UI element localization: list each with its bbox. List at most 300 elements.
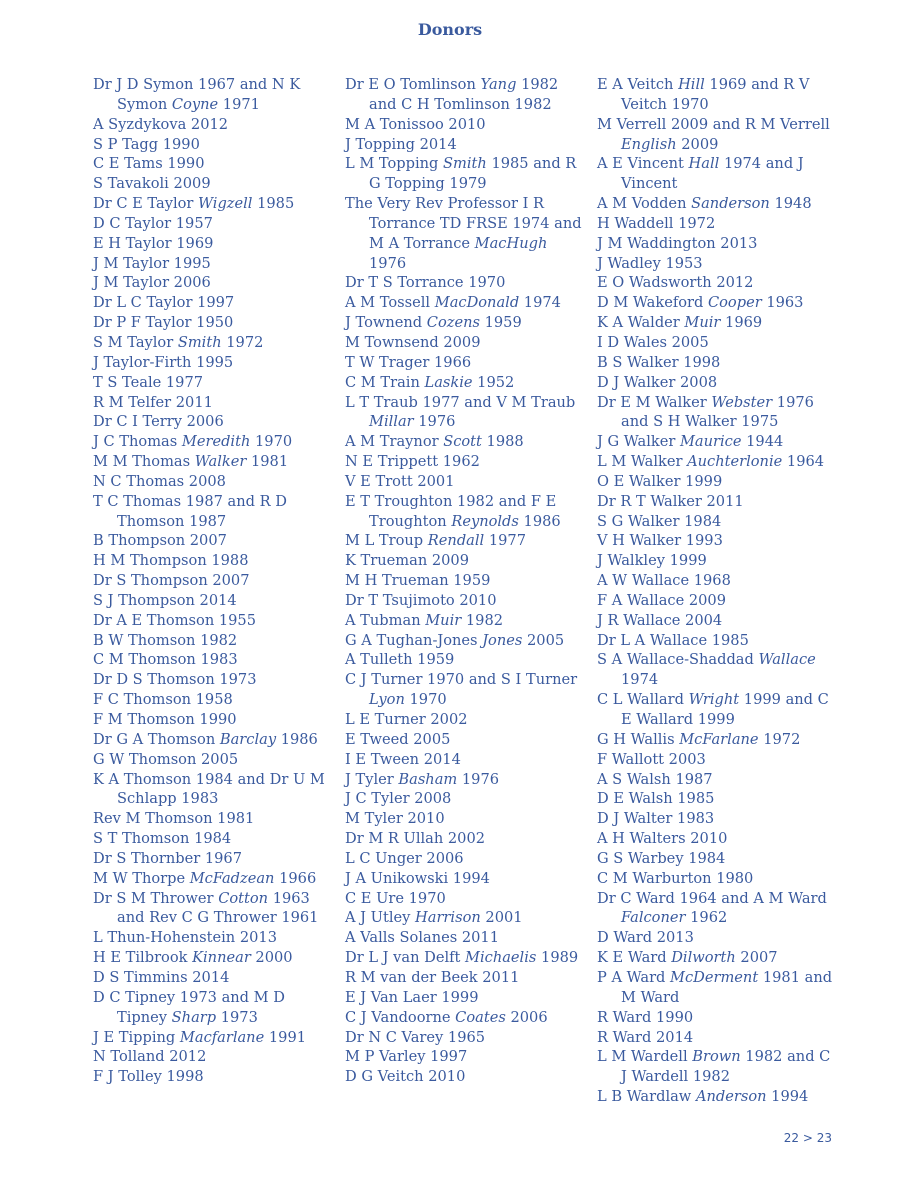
donor-text: A W Wallace 1968 [597, 572, 731, 590]
maiden-name: Macfarlane [179, 1028, 265, 1046]
maiden-name: Coates [455, 1008, 506, 1026]
donor-entry [93, 393, 333, 413]
donor-entry [345, 710, 585, 730]
donor-text: 1966 [274, 869, 317, 887]
donor-entry [597, 849, 837, 869]
donor-text: J M Taylor 2006 [93, 274, 211, 292]
donor-text: The Very Rev Professor I R Torrance TD FRSE 1974 and M A Torrance [345, 195, 582, 252]
donor-text: J M Taylor 1995 [93, 254, 211, 272]
donor-text: Dr P F Taylor 1950 [93, 314, 234, 332]
donor-entry [93, 948, 333, 968]
donor-entry [345, 115, 585, 135]
donor-entry [93, 412, 333, 432]
donor-text: F Wallott 2003 [597, 750, 706, 768]
donor-entry [93, 650, 333, 670]
donor-text: C M Warburton 1980 [597, 869, 754, 887]
donor-text: D M Wakeford [597, 294, 708, 312]
donor-text: A J Utley [345, 909, 416, 927]
donor-entry [597, 869, 837, 889]
donor-entry [597, 1008, 837, 1028]
maiden-name: Jones [482, 631, 523, 649]
donor-text: H M Thompson 1988 [93, 552, 249, 570]
donor-entry [345, 313, 585, 333]
donor-text: E Tweed 2005 [345, 730, 451, 748]
donor-text: 1982 [461, 611, 504, 629]
donor-text: I D Wales 2005 [597, 333, 709, 351]
donor-text: 1962 [685, 909, 728, 927]
donor-text: 1972 [758, 730, 801, 748]
donor-entry [345, 551, 585, 571]
donor-text: 1982 and C H Tomlinson 1982 [369, 76, 559, 113]
donor-text: K E Ward [597, 949, 672, 967]
donor-text: 1985 and R G Topping 1979 [369, 155, 577, 193]
donor-entry [597, 492, 837, 512]
maiden-name: Webster [711, 393, 773, 411]
donor-entry [345, 273, 585, 293]
donor-entry [345, 492, 585, 532]
donor-column-1 [93, 75, 333, 1087]
donor-text: M H Trueman 1959 [345, 572, 491, 590]
donor-text: 1948 [769, 195, 812, 213]
donor-text: 1977 [484, 532, 526, 550]
donor-entry [345, 1067, 585, 1087]
donor-entry [597, 571, 837, 591]
maiden-name: McDerment [670, 968, 759, 986]
donor-entry [93, 313, 333, 333]
donor-text: Dr A E Thomson 1955 [93, 611, 256, 629]
maiden-name: Cooper [707, 294, 762, 312]
donor-entry [93, 531, 333, 551]
donor-entry [93, 373, 333, 393]
donor-text: O E Walker 1999 [597, 472, 723, 490]
donor-text: Dr M R Ullah 2002 [345, 830, 486, 848]
donor-entry [93, 849, 333, 869]
donor-text: C J Vandoorne [345, 1008, 456, 1026]
donor-text: H Waddell 1972 [597, 214, 716, 232]
donor-entry [345, 809, 585, 829]
donor-entry [345, 948, 585, 968]
donor-text: M P Varley 1997 [345, 1048, 468, 1066]
maiden-name: Hill [678, 76, 705, 93]
page-number: 22 > 23 [783, 1131, 832, 1145]
donor-entry [597, 591, 837, 611]
donor-entry [597, 234, 837, 254]
donor-text: J G Walker [597, 433, 680, 451]
donor-entry [93, 273, 333, 293]
maiden-name: Wright [688, 691, 740, 709]
donor-entry [93, 194, 333, 214]
donor-entry [93, 174, 333, 194]
donor-text: 1999 and C E Wallard 1999 [621, 691, 829, 728]
donor-text: Dr E O Tomlinson [345, 76, 481, 93]
donor-entry [597, 432, 837, 452]
donor-text: L T Traub 1977 and V M Traub [345, 393, 576, 411]
donor-text: Dr N C Varey 1965 [345, 1028, 486, 1046]
donor-text: D C Taylor 1957 [93, 214, 213, 232]
donor-entry [93, 889, 333, 929]
maiden-name: McFarlane [679, 730, 759, 748]
donor-entry [93, 115, 333, 135]
donor-text: A Tubman [345, 611, 426, 629]
donor-text: Dr C Ward 1964 and A M Ward [597, 889, 827, 907]
donor-text: A M Vodden [597, 195, 692, 213]
donor-text: D C Tipney 1973 and M D Tipney [93, 988, 285, 1026]
maiden-name: Walker [194, 453, 247, 471]
donor-text: J E Tipping [93, 1028, 180, 1046]
maiden-name: Smith [443, 155, 487, 173]
maiden-name: Barclay [219, 730, 277, 748]
donor-text: 1970 [250, 433, 293, 451]
donor-entry [345, 829, 585, 849]
donor-text: K A Thomson 1984 and Dr U M Schlapp 1983 [93, 770, 325, 808]
donor-text: Dr E M Walker [597, 393, 712, 411]
donor-entry [93, 591, 333, 611]
donor-text: A Tulleth 1959 [345, 651, 455, 669]
donor-entry [345, 293, 585, 313]
donor-text: 1969 [720, 314, 763, 332]
donor-entry [93, 353, 333, 373]
donor-text: 1969 and R V Veitch 1970 [621, 76, 810, 113]
maiden-name: Reynolds [451, 512, 519, 530]
donor-entry [93, 452, 333, 472]
donor-text: E T Troughton 1982 and F E Troughton [345, 492, 557, 530]
donor-text: 2001 [480, 909, 523, 927]
donor-entry [597, 313, 837, 333]
donor-text: Dr S Thompson 2007 [93, 572, 250, 590]
donor-text: Dr L J van Delft [345, 949, 466, 967]
donor-entry [597, 273, 837, 293]
donor-text: T W Trager 1966 [345, 353, 472, 371]
donor-text: M Tyler 2010 [345, 810, 445, 828]
donor-entry [93, 670, 333, 690]
donor-text: D E Walsh 1985 [597, 790, 715, 808]
maiden-name: Wigzell [198, 195, 253, 213]
donor-entry [345, 531, 585, 551]
donor-text: Dr L A Wallace 1985 [597, 631, 749, 649]
donor-text: D G Veitch 2010 [345, 1068, 466, 1086]
donor-entry [345, 968, 585, 988]
donor-entry [597, 512, 837, 532]
maiden-name: MacDonald [434, 294, 520, 312]
donor-text: L B Wardlaw [597, 1088, 696, 1106]
donor-text: Dr R T Walker 2011 [597, 492, 744, 510]
donor-text: J C Thomas [93, 433, 182, 451]
donor-text: 1970 [404, 691, 447, 709]
donor-entry [597, 154, 837, 194]
donor-entry [597, 1028, 837, 1048]
donor-text: A M Traynor [345, 433, 444, 451]
donor-text: R M Telfer 2011 [93, 393, 213, 411]
donor-text: 1976 [369, 254, 407, 272]
donor-text: L M Wardell [597, 1048, 693, 1066]
maiden-name: MacHugh [474, 234, 548, 252]
donor-text: D J Walker 2008 [597, 373, 718, 391]
donor-text: D J Walter 1983 [597, 810, 715, 828]
donor-text: L M Walker [597, 453, 688, 471]
donor-text: S J Thompson 2014 [93, 591, 237, 609]
donor-text: M A Tonissoo 2010 [345, 115, 486, 133]
donor-text: 1981 and M Ward [621, 968, 833, 1006]
donor-entry [93, 214, 333, 234]
donor-text: 1994 [766, 1088, 809, 1106]
donor-entry [93, 492, 333, 532]
maiden-name: Rendall [427, 532, 485, 550]
maiden-name: English [621, 135, 677, 153]
donor-text: F M Thomson 1990 [93, 711, 237, 728]
donor-entry [597, 968, 837, 1008]
donor-entry [345, 869, 585, 889]
donor-entry [345, 472, 585, 492]
donor-text: F J Tolley 1998 [93, 1068, 204, 1086]
donor-entry [345, 1047, 585, 1067]
donor-text: 1972 [221, 333, 264, 351]
maiden-name: Falconer [621, 909, 686, 927]
donor-text: 1991 [264, 1028, 307, 1046]
donor-text: T S Teale 1977 [93, 373, 204, 391]
donor-entry [597, 611, 837, 631]
donor-entry [597, 889, 837, 929]
donor-entry [597, 452, 837, 472]
donor-entry [345, 650, 585, 670]
donor-entry [93, 333, 333, 353]
donor-text: A H Walters 2010 [597, 830, 728, 848]
donor-text: P A Ward [597, 968, 671, 986]
donor-text: G S Warbey 1984 [597, 849, 726, 867]
donor-entry [597, 750, 837, 770]
donor-entry [597, 650, 837, 690]
maiden-name: Anderson [695, 1088, 767, 1106]
donor-entry [597, 333, 837, 353]
maiden-name: Cotton [218, 889, 269, 907]
donor-text: J Topping 2014 [345, 135, 457, 153]
donor-text: Dr C I Terry 2006 [93, 413, 224, 431]
donor-entry [93, 730, 333, 750]
donor-entry [345, 353, 585, 373]
donor-entry [345, 75, 585, 115]
donor-entry [345, 908, 585, 928]
maiden-name: Michaelis [465, 949, 537, 967]
donor-text: E J Van Laer 1999 [345, 988, 479, 1006]
donor-entry [597, 293, 837, 313]
donor-text: 2000 [250, 949, 293, 967]
donor-text: B Thompson 2007 [93, 532, 227, 550]
donor-entry [597, 631, 837, 651]
maiden-name: Lyon [369, 691, 405, 709]
donor-entry [345, 333, 585, 353]
donor-entry [597, 214, 837, 234]
donor-entry [93, 1067, 333, 1087]
donor-text: 2006 [505, 1008, 548, 1026]
donor-entry [597, 789, 837, 809]
donor-text: 1959 [479, 314, 522, 332]
donor-entry [345, 611, 585, 631]
donor-text: D Ward 2013 [597, 929, 694, 947]
donor-entry [93, 432, 333, 452]
donor-entry [93, 1028, 333, 1048]
donor-column-3 [597, 75, 837, 1107]
donor-entry [93, 571, 333, 591]
maiden-name: Sanderson [691, 195, 770, 213]
maiden-name: Laskie [424, 373, 473, 391]
donor-entry [93, 472, 333, 492]
donor-text: 1963 [761, 294, 804, 312]
donor-entry [597, 928, 837, 948]
maiden-name: McFadzean [189, 869, 275, 887]
donor-text: S A Wallace-Shaddad [597, 651, 759, 669]
donor-text: 2009 [676, 135, 719, 153]
maiden-name: Muir [425, 611, 462, 629]
donor-entry [597, 254, 837, 274]
donor-text: A Valls Solanes 2011 [345, 929, 499, 947]
donor-entry [597, 690, 837, 730]
donor-text: S Tavakoli 2009 [93, 175, 211, 193]
donor-text: K A Walder [597, 314, 685, 332]
maiden-name: Harrison [415, 909, 481, 927]
donor-text: M Townsend 2009 [345, 333, 481, 351]
donor-text: N Tolland 2012 [93, 1048, 207, 1066]
donor-text: J Wadley 1953 [597, 254, 703, 272]
donor-text: 1989 [536, 949, 579, 967]
donor-text: 1973 [216, 1008, 258, 1026]
donor-text: Dr L C Taylor 1997 [93, 294, 235, 312]
donor-entry [345, 194, 585, 273]
donor-entry [93, 611, 333, 631]
donor-text: Dr S M Thrower [93, 889, 219, 907]
donor-entry [93, 75, 333, 115]
donor-text: S G Walker 1984 [597, 512, 722, 530]
donor-entry [93, 869, 333, 889]
donor-text: 2005 [522, 631, 565, 649]
donor-text: M W Thorpe [93, 869, 190, 887]
donor-entry [345, 789, 585, 809]
donor-entry [345, 393, 585, 433]
donor-text: J Taylor-Firth 1995 [93, 353, 234, 371]
donor-text: F A Wallace 2009 [597, 591, 726, 609]
donor-text: M L Troup [345, 532, 428, 550]
donor-text: A M Tossell [345, 294, 435, 312]
donor-entry [93, 750, 333, 770]
donor-entry [93, 1047, 333, 1067]
donor-entry [93, 234, 333, 254]
donor-entry [93, 631, 333, 651]
donor-text: S P Tagg 1990 [93, 135, 200, 153]
maiden-name: Cozens [426, 314, 480, 332]
donor-entry [597, 730, 837, 750]
donor-text: H E Tilbrook [93, 949, 193, 967]
donor-entry [597, 115, 837, 155]
donor-entry [597, 948, 837, 968]
donor-text: C J Turner 1970 and S I Turner [345, 671, 578, 689]
donor-entry [93, 968, 333, 988]
donor-text: I E Tween 2014 [345, 750, 461, 768]
donor-entry [345, 889, 585, 909]
donor-entry [93, 254, 333, 274]
donor-text: E A Veitch [597, 76, 679, 93]
maiden-name: Auchterlonie [687, 453, 783, 471]
donor-text: Dr T Tsujimoto 2010 [345, 591, 497, 609]
donor-text: 1982 and C J Wardell 1982 [621, 1048, 831, 1086]
donor-text: V E Trott 2001 [345, 472, 455, 490]
donor-entry [93, 135, 333, 155]
donor-text: C E Tams 1990 [93, 155, 205, 173]
donor-entry [345, 154, 585, 194]
donor-text: 1952 [472, 373, 515, 391]
donor-entry [93, 928, 333, 948]
donor-text: C M Train [345, 373, 425, 391]
donor-text: L M Topping [345, 155, 444, 173]
donor-text: G H Wallis [597, 730, 680, 748]
maiden-name: Dilworth [671, 949, 736, 967]
donor-entry [597, 809, 837, 829]
maiden-name: Muir [684, 314, 721, 332]
donor-text: N E Trippett 1962 [345, 453, 480, 471]
donor-entry [93, 154, 333, 174]
donor-text: J A Unikowski 1994 [345, 869, 490, 887]
donor-text: A E Vincent [597, 155, 689, 173]
donor-text: 1986 [518, 512, 561, 530]
donor-entry [345, 135, 585, 155]
donor-entry [597, 770, 837, 790]
donor-text: M M Thomas [93, 453, 195, 471]
donor-entry [93, 829, 333, 849]
donor-text: 1964 [782, 453, 825, 471]
donor-entry [345, 571, 585, 591]
donor-entry [93, 551, 333, 571]
donor-text: 1971 [218, 95, 260, 113]
donor-text: G W Thomson 2005 [93, 750, 239, 768]
donor-entry [597, 194, 837, 214]
maiden-name: Hall [688, 155, 720, 173]
donor-column-2 [345, 75, 585, 1087]
donor-text: 1974 [519, 294, 561, 312]
maiden-name: Smith [177, 333, 222, 351]
donor-text: D S Timmins 2014 [93, 968, 230, 986]
donor-text: L C Unger 2006 [345, 849, 464, 867]
maiden-name: Kinnear [192, 949, 251, 967]
donor-text: J C Tyler 2008 [345, 790, 452, 808]
maiden-name: Coyne [171, 95, 219, 113]
donor-entry [345, 631, 585, 651]
donor-text: C M Thomson 1983 [93, 651, 238, 669]
donor-entry [597, 1047, 837, 1087]
donor-text: B W Thomson 1982 [93, 631, 238, 649]
donor-text: E H Taylor 1969 [93, 234, 214, 252]
donor-entry [345, 928, 585, 948]
donor-entry [345, 452, 585, 472]
donor-text: L E Turner 2002 [345, 711, 468, 728]
donor-entry [93, 690, 333, 710]
donor-text: Dr C E Taylor [93, 195, 199, 213]
donor-text: 1963 and Rev C G Thrower 1961 [117, 889, 319, 927]
donor-text: L Thun-Hohenstein 2013 [93, 929, 277, 947]
donor-entry [345, 988, 585, 1008]
donor-entry [345, 1028, 585, 1048]
donor-text: Dr D S Thomson 1973 [93, 671, 257, 689]
donor-text: Dr G A Thomson [93, 730, 220, 748]
donor-entry [597, 1087, 837, 1107]
donor-entry [345, 730, 585, 750]
donor-entry [93, 710, 333, 730]
donor-entry [597, 353, 837, 373]
donor-text: B S Walker 1998 [597, 353, 721, 371]
maiden-name: Brown [692, 1048, 741, 1066]
donor-entry [345, 591, 585, 611]
donor-entry [597, 551, 837, 571]
donor-text: F C Thomson 1958 [93, 691, 233, 709]
donor-text: M Verrell 2009 and R M Verrell [597, 115, 830, 133]
donor-text: C E Ure 1970 [345, 889, 446, 907]
donor-text: R Ward 2014 [597, 1028, 694, 1046]
